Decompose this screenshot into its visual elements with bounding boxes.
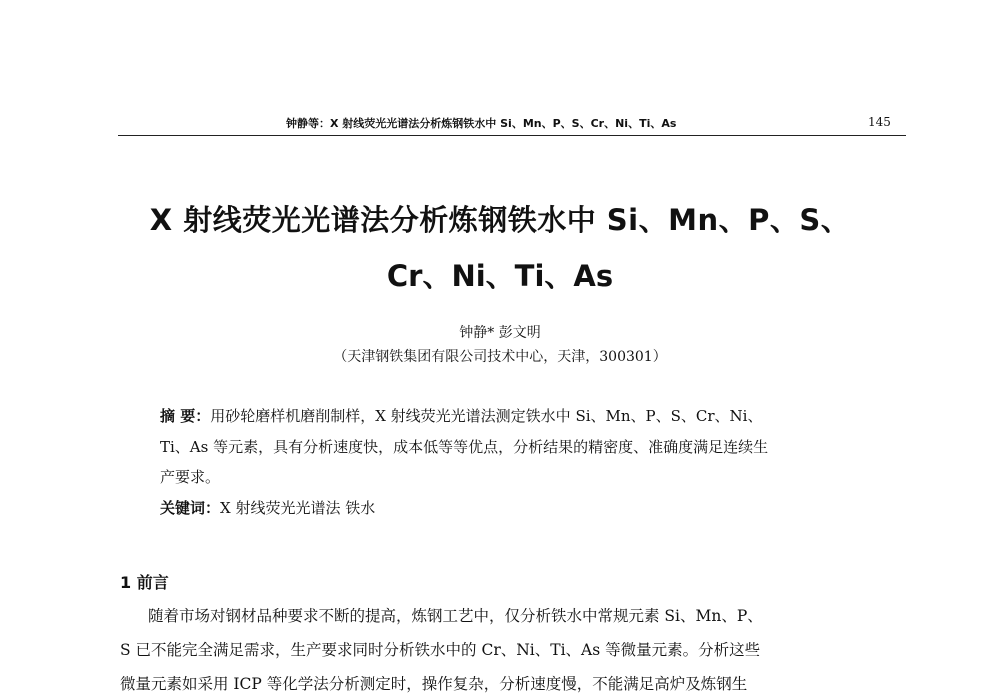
body-paragraph-line-1: 随着市场对钢材品种要求不断的提高，炼钢工艺中，仅分析铁水中常规元素 Si、Mn、P、 [148, 607, 763, 625]
body-paragraph-line-3: 微量元素如采用 ICP 等化学法分析测定时，操作复杂，分析速度慢，不能满足高炉及炼钢生 [120, 675, 748, 693]
page-number: 145 [868, 115, 891, 129]
paper-title-line-1: X 射线荧光光谱法分析炼钢铁水中 Si、Mn、P、S、 [149, 203, 851, 237]
abstract-text-1: 用砂轮磨样机磨削制样，X 射线荧光光谱法测定铁水中 Si、Mn、P、S、Cr、Ni、 [210, 407, 763, 425]
body-paragraph-line-2: S 已不能完全满足需求，生产要求同时分析铁水中的 Cr、Ni、Ti、As 等微量元素。分析这些 [120, 641, 761, 659]
abstract-line-2: Ti、As 等元素，具有分析速度快，成本低等等优点，分析结果的精密度、准确度满足连续生 [160, 438, 769, 456]
paper-title-line-2: Cr、Ni、Ti、As [386, 259, 614, 293]
running-header: 钟静等：X 射线荧光光谱法分析炼钢铁水中 Si、Mn、P、S、Cr、Ni、Ti、As [286, 117, 677, 130]
section-heading: 1 前言 [120, 573, 169, 592]
keywords-text: X 射线荧光光谱法 铁水 [220, 499, 376, 517]
affiliation: （天津钢铁集团有限公司技术中心，天津，300301） [333, 349, 667, 365]
keywords-line [160, 497, 375, 518]
authors: 钟静* 彭文明 [459, 325, 541, 341]
header-rule [118, 135, 906, 136]
abstract-line-3: 产要求。 [160, 468, 221, 486]
abstract-label: 摘 要： [160, 407, 211, 425]
keywords-label: 关键词： [160, 499, 221, 517]
abstract-line-1 [160, 405, 762, 426]
